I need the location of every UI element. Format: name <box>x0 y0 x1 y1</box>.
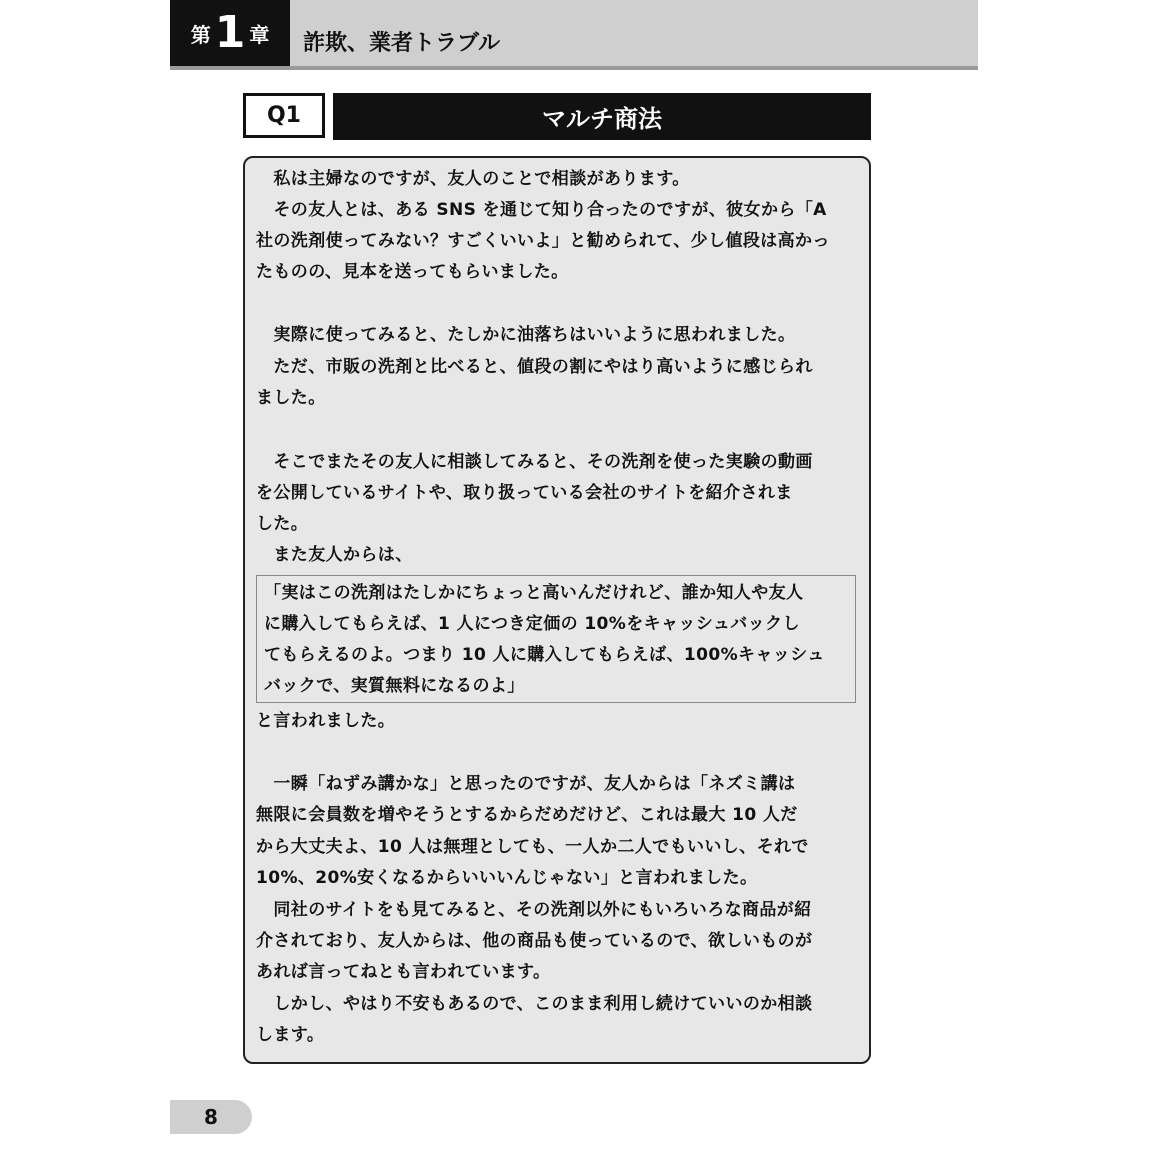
body-line: 私は主婦なのですが、友人のことで相談があります。 <box>256 169 690 189</box>
page-number: 8 <box>170 1100 252 1134</box>
quote-line: バックで、実質無料になるのよ」 <box>264 676 525 696</box>
chapter-prefix: 第 <box>190 22 211 47</box>
chapter-suffix: 章 <box>249 22 270 47</box>
body-line: しかし、やはり不安もあるので、このまま利用し続けていいのか相談 <box>256 994 813 1014</box>
quote-line: に購入してもらえば、1 人につき定価の 10%をキャッシュバックし <box>264 614 800 634</box>
chapter-number: 1 <box>214 7 246 58</box>
body-line: します。 <box>256 1025 325 1045</box>
body-line: 一瞬「ねずみ講かな」と思ったのですが、友人からは「ネズミ講は <box>256 774 796 794</box>
body-line: その友人とは、ある SNS を通じて知り合ったのですが、彼女から「A <box>256 200 827 220</box>
chapter-badge <box>170 0 290 66</box>
quote-line: 「実はこの洗剤はたしかにちょっと高いんだけれど、誰か知人や友人 <box>264 583 804 603</box>
body-line: を公開しているサイトや、取り扱っている会社のサイトを紹介されま <box>256 483 793 503</box>
body-line: そこでまたその友人に相談してみると、その洗剤を使った実験の動画 <box>256 452 813 472</box>
body-line: 無限に会員数を増やそうとするからだめだけど、これは最大 10 人だ <box>256 805 798 825</box>
question-label: Q1 <box>243 93 325 138</box>
body-line: あれば言ってねとも言われています。 <box>256 962 551 982</box>
body-line: たものの、見本を送ってもらいました。 <box>256 262 569 282</box>
body-line: から大丈夫よ、10 人は無理としても、一人か二人でもいいし、それで <box>256 837 809 857</box>
body-line: した。 <box>256 514 309 534</box>
body-line: 介されており、友人からは、他の商品も使っているので、欲しいものが <box>256 931 813 951</box>
chapter-title: 詐欺、業者トラブル <box>303 31 501 56</box>
quote-line: てもらえるのよ。つまり 10 人に購入してもらえば、100%キャッシュ <box>264 645 825 665</box>
body-line: また友人からは、 <box>256 545 413 565</box>
body-line: ました。 <box>256 388 326 408</box>
body-line: 実際に使ってみると、たしかに油落ちはいいように思われました。 <box>256 325 796 345</box>
body-line: 社の洗剤使ってみない？すごくいいよ」と勧められて、少し値段は高かっ <box>256 231 830 251</box>
body-line: 同社のサイトをも見てみると、その洗剤以外にもいろいろな商品が紹 <box>256 900 812 920</box>
body-line: 10%、20%安くなるからいいいんじゃない」と言われました。 <box>256 868 758 888</box>
question-title: マルチ商法 <box>333 93 871 140</box>
body-line: と言われました。 <box>256 711 396 731</box>
chapter-header <box>170 0 978 70</box>
body-line: ただ、市販の洗剤と比べると、値段の割にやはり高いように感じられ <box>256 357 813 377</box>
